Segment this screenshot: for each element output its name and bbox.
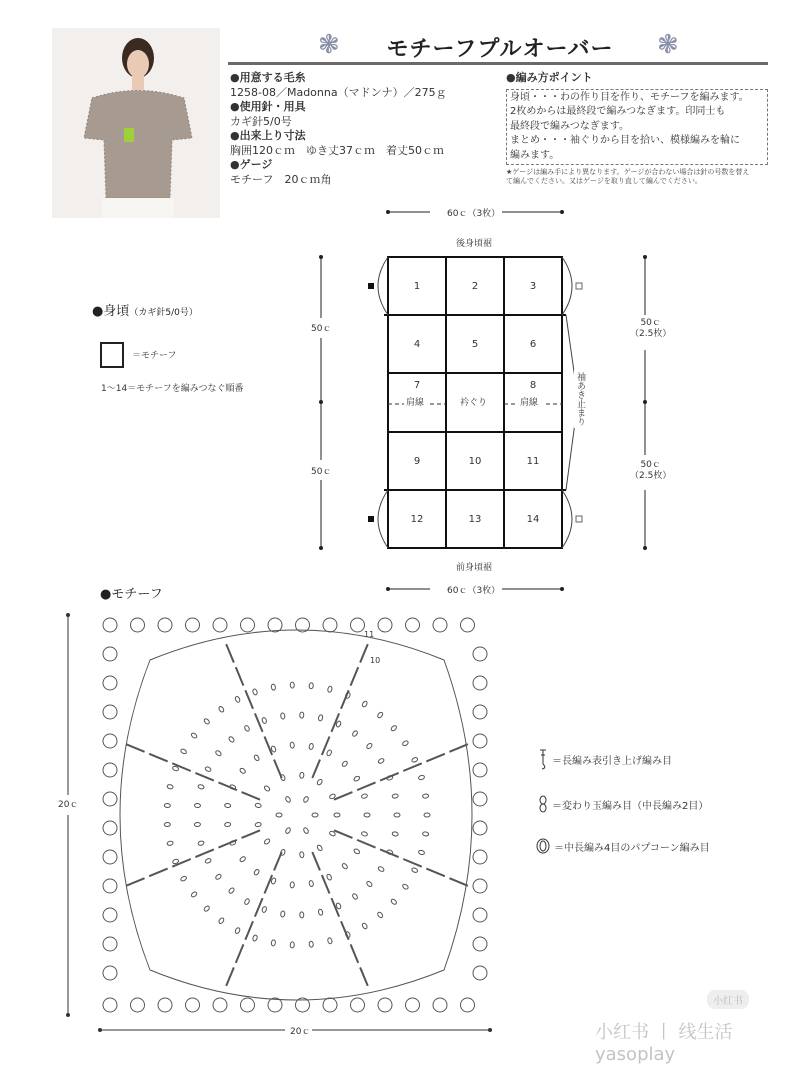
stitch-mark xyxy=(326,749,332,756)
yarn-value: 1258-08／Madonna（マドンナ）／275ｇ xyxy=(230,85,447,99)
stitch-mark xyxy=(103,705,117,719)
stitch-mark xyxy=(309,880,314,887)
stitch-mark xyxy=(473,821,487,835)
stitch-mark xyxy=(424,813,430,817)
page-title: モチーフプルオーバー xyxy=(386,37,614,62)
stitch-mark xyxy=(418,850,425,856)
stitch-mark xyxy=(351,998,365,1012)
stitch-mark xyxy=(334,830,352,838)
stitch-mark xyxy=(228,887,235,894)
body-needle: （カギ針5/0号） xyxy=(129,308,198,318)
stitch-mark xyxy=(264,875,272,893)
stitch-mark xyxy=(280,713,285,720)
stitch-mark xyxy=(276,813,282,817)
motif-cell: 13 xyxy=(468,513,482,525)
motif-height-label: 20ｃ xyxy=(56,797,80,810)
stitch-mark xyxy=(194,822,200,827)
dim-text: （2.5枚） xyxy=(630,329,672,339)
motif-cell: 3 xyxy=(529,280,537,292)
stitch-mark xyxy=(268,998,282,1012)
stitch-mark xyxy=(274,760,282,778)
stitch-mark xyxy=(271,940,276,947)
stitch-mark xyxy=(268,618,282,632)
left-upper-dim: 50ｃ xyxy=(309,321,333,334)
stitch-mark xyxy=(318,909,323,916)
stitch-mark xyxy=(149,754,167,762)
stitch-mark xyxy=(309,941,314,947)
stitch-mark xyxy=(377,711,384,718)
stitch-mark xyxy=(378,866,385,873)
points-line: 編みます。 xyxy=(510,149,560,161)
stitch-mark xyxy=(290,742,294,748)
stitch-mark xyxy=(473,937,487,951)
stitch-mark xyxy=(253,869,260,876)
dim-text: 50ｃ xyxy=(640,460,661,470)
stitch-mark xyxy=(422,832,429,837)
stitch-mark xyxy=(180,748,187,754)
stitch-mark xyxy=(195,849,213,857)
motif-heading: ●モチーフ xyxy=(100,587,163,602)
points-line: まとめ・・・袖ぐりから目を拾い、模様編みを輪に xyxy=(510,135,740,146)
stitch-mark xyxy=(378,758,385,765)
stitch-mark xyxy=(377,911,384,918)
stitch-mark xyxy=(103,676,117,690)
gauge-value: モチーフ 20ｃｍ角 xyxy=(230,172,332,186)
motif-cell: 4 xyxy=(413,338,421,350)
size-value: 胸囲120ｃｍ ゆき丈37ｃｍ 着丈50ｃｍ xyxy=(230,143,444,157)
stitch-mark xyxy=(191,891,198,898)
dim-text: 50ｃ xyxy=(640,318,661,328)
stitch-mark xyxy=(255,822,262,827)
needle-value: カギ針5/0号 xyxy=(230,114,292,128)
motif-width-label: 20ｃ xyxy=(288,1024,312,1037)
stitch-mark xyxy=(366,880,373,887)
stitch-mark xyxy=(180,875,187,881)
row-label: 11 xyxy=(364,630,375,639)
stitch-mark xyxy=(280,911,285,918)
stitch-mark xyxy=(149,869,167,877)
stitch-mark xyxy=(252,935,258,942)
stitch-mark xyxy=(360,644,368,662)
stitch-mark xyxy=(403,859,421,867)
stitch-mark xyxy=(290,942,294,948)
stitch-mark xyxy=(326,874,332,881)
stitch-mark xyxy=(271,684,276,691)
legend-item xyxy=(536,838,710,854)
stitch-mark xyxy=(357,782,375,790)
stitch-mark xyxy=(378,998,392,1012)
stitch-mark xyxy=(103,850,117,864)
stitch-mark xyxy=(316,778,323,785)
stitch-mark xyxy=(318,714,323,721)
stitch-mark xyxy=(103,908,117,922)
stitch-mark xyxy=(164,822,170,826)
stitch-mark xyxy=(361,831,368,836)
points-line: 2枚めからは最終段で編みつなぎます。印同士も xyxy=(510,106,726,117)
body-heading-text: ●身頃 xyxy=(92,304,130,319)
stitch-mark xyxy=(433,998,447,1012)
stitch-mark xyxy=(473,705,487,719)
stitch-mark xyxy=(323,618,337,632)
stitch-mark xyxy=(473,734,487,748)
stitch-mark xyxy=(198,784,205,790)
stitch-mark xyxy=(158,618,172,632)
stitch-mark xyxy=(285,827,291,834)
stitch-mark xyxy=(244,898,250,905)
stitch-mark xyxy=(309,743,314,750)
stitch-mark xyxy=(103,966,117,980)
stitch-mark xyxy=(226,644,234,662)
stitch-mark xyxy=(103,821,117,835)
stitch-mark xyxy=(312,852,320,870)
stitch-mark xyxy=(172,859,190,867)
stitch-mark xyxy=(461,998,475,1012)
stitch-mark xyxy=(392,831,399,836)
stitch-mark xyxy=(103,998,117,1012)
stitch-mark xyxy=(226,967,234,985)
stitch-mark xyxy=(360,967,368,985)
points-line: 最終段で編みつなぎます。 xyxy=(510,120,629,132)
motif-cell: 9 xyxy=(413,455,421,467)
stitch-mark xyxy=(203,905,210,912)
bottom-width-label: 60ｃ（3枚） xyxy=(445,583,502,596)
stitch-mark xyxy=(449,744,467,752)
stitch-mark xyxy=(473,676,487,690)
front-post-dc-symbol-icon xyxy=(538,748,548,770)
stitch-mark xyxy=(341,690,349,708)
stitch-mark xyxy=(411,867,418,873)
stitch-mark xyxy=(402,883,409,890)
stitch-mark xyxy=(274,852,282,870)
stitch-mark xyxy=(309,683,314,689)
stitch-mark xyxy=(213,998,227,1012)
stitch-mark xyxy=(380,849,398,857)
motif-cell: 6 xyxy=(529,338,537,350)
stitch-mark xyxy=(103,792,117,806)
top-width-label: 60ｃ（3枚） xyxy=(445,206,502,219)
stitch-mark xyxy=(120,630,472,1000)
watermark: 小红书 丨 线生活 yasoplay xyxy=(595,1022,733,1065)
stitch-mark xyxy=(103,937,117,951)
stitch-mark xyxy=(352,730,359,737)
stitch-mark xyxy=(449,878,467,886)
stitch-mark xyxy=(263,838,270,845)
flower-icon: ❃ xyxy=(657,30,679,60)
stitch-mark xyxy=(205,858,212,864)
motif-cell: 7 xyxy=(413,379,421,391)
motif-cell: 14 xyxy=(526,513,540,525)
stitch-mark xyxy=(186,998,200,1012)
stitch-mark xyxy=(245,690,253,708)
motif-cell: 10 xyxy=(468,455,482,467)
stitch-mark xyxy=(172,763,190,771)
motif-cell: 1 xyxy=(413,280,421,292)
legend-text: ＝長編み表引き上げ編み目 xyxy=(552,755,672,767)
stitch-mark xyxy=(228,736,235,743)
stitch-mark xyxy=(239,767,246,774)
stitch-mark xyxy=(263,785,270,792)
stitch-mark xyxy=(418,775,425,781)
stitch-mark xyxy=(351,944,359,962)
stitch-mark xyxy=(334,813,340,817)
stitch-mark xyxy=(312,813,318,817)
stitch-mark xyxy=(473,763,487,777)
stitch-mark xyxy=(261,906,267,913)
stitch-mark xyxy=(461,618,475,632)
motif-cell: 5 xyxy=(471,338,479,350)
stitch-mark xyxy=(194,803,200,808)
stitch-mark xyxy=(390,725,397,732)
stitch-mark xyxy=(191,732,198,739)
stitch-mark xyxy=(312,760,320,778)
stitch-mark xyxy=(361,922,368,929)
stitch-mark xyxy=(390,898,397,905)
stitch-mark xyxy=(255,898,263,916)
stitch-mark xyxy=(252,688,258,695)
stitch-mark xyxy=(426,754,444,762)
stitch-mark xyxy=(403,763,421,771)
stitch-mark xyxy=(215,873,222,880)
stitch-mark xyxy=(234,696,240,703)
motif-cell: 12 xyxy=(410,513,424,525)
stitch-mark xyxy=(331,713,339,731)
needle-heading: ●使用針・用具 xyxy=(230,100,306,113)
legend-square-text: ＝モチーフ xyxy=(132,351,177,361)
stitch-mark xyxy=(300,912,304,918)
stitch-mark xyxy=(242,830,260,838)
stitch-mark xyxy=(261,717,267,724)
stitch-mark xyxy=(357,840,375,848)
stitch-mark xyxy=(341,921,349,939)
stitch-mark xyxy=(218,782,236,790)
legend-item xyxy=(538,748,672,770)
stitch-mark xyxy=(406,998,420,1012)
stitch-mark xyxy=(299,772,304,778)
stitch-mark xyxy=(103,647,117,661)
back-hem-label: 後身頃裾 xyxy=(454,236,494,249)
stitch-mark xyxy=(218,917,225,924)
stitch-mark xyxy=(353,775,360,782)
stitch-mark xyxy=(473,850,487,864)
stitch-mark xyxy=(406,618,420,632)
stitch-mark xyxy=(164,803,170,807)
stitch-mark xyxy=(394,813,400,817)
watermark-badge: 小红书 xyxy=(707,990,749,1009)
flower-icon: ❃ xyxy=(318,30,340,60)
stitch-mark xyxy=(255,803,262,808)
stitch-mark xyxy=(366,742,373,749)
stitch-mark xyxy=(327,686,332,693)
front-hem-label: 前身頃裾 xyxy=(454,560,494,573)
stitch-mark xyxy=(126,878,144,886)
stitch-mark xyxy=(167,784,174,789)
shoulder-line-label: 肩線 xyxy=(520,398,539,408)
stitch-mark xyxy=(242,792,260,800)
stitch-mark xyxy=(290,882,294,888)
stitch-mark xyxy=(198,840,205,846)
stitch-mark xyxy=(378,618,392,632)
stitch-mark xyxy=(224,803,230,808)
stitch-mark xyxy=(158,998,172,1012)
stitch-mark xyxy=(327,937,332,944)
neckline-label: 衿ぐり xyxy=(460,398,488,408)
gauge-note: ★ゲージは編み手により異なります。ゲージが合わない場合は針の号数を替えて編んでください。又はゲージを取り直して編んでください。 xyxy=(506,168,750,185)
stitch-mark xyxy=(341,863,348,870)
stitch-mark xyxy=(213,618,227,632)
stitch-mark xyxy=(103,734,117,748)
stitch-mark xyxy=(205,766,212,772)
stitch-mark xyxy=(236,944,244,962)
stitch-mark xyxy=(255,713,263,731)
stitch-mark xyxy=(361,700,368,707)
stitch-mark xyxy=(218,840,236,848)
stitch-mark xyxy=(241,998,255,1012)
stitch-mark xyxy=(341,760,348,767)
stitch-mark xyxy=(303,796,309,803)
stitch-mark xyxy=(352,893,359,900)
stitch-mark xyxy=(361,793,368,798)
stitch-mark xyxy=(353,848,360,855)
row-label: 10 xyxy=(370,656,381,665)
stitch-mark xyxy=(334,792,352,800)
stitch-mark xyxy=(285,796,291,803)
stitch-mark xyxy=(392,794,399,799)
stitch-mark xyxy=(224,822,230,827)
stitch-mark xyxy=(473,792,487,806)
stitch-mark xyxy=(364,813,370,817)
stitch-mark xyxy=(203,718,210,725)
shoulder-line-label: 肩線 xyxy=(406,398,425,408)
stitch-mark xyxy=(299,851,304,857)
stitch-mark xyxy=(300,712,304,718)
stitch-mark xyxy=(411,757,418,763)
popcorn-stitch-symbol-icon xyxy=(536,838,550,854)
stitch-mark xyxy=(473,908,487,922)
stitch-mark xyxy=(131,998,145,1012)
stitch-mark xyxy=(245,921,253,939)
stitch-mark xyxy=(351,618,365,632)
stitch-mark xyxy=(103,763,117,777)
stitch-mark xyxy=(380,773,398,781)
legend-order-text: 1～14＝モチーフを編みつなぐ順番 xyxy=(101,384,244,394)
stitch-mark xyxy=(218,706,225,713)
stitch-mark xyxy=(433,618,447,632)
stitch-mark xyxy=(264,736,272,754)
stitch-mark xyxy=(426,869,444,877)
stitch-mark xyxy=(323,998,337,1012)
stitch-mark xyxy=(126,744,144,752)
stitch-mark xyxy=(103,879,117,893)
stitch-mark xyxy=(322,875,330,893)
sleeve-opening-label: 袖あき止まり xyxy=(575,372,585,426)
motif-cell: 11 xyxy=(526,455,540,467)
stitch-mark xyxy=(195,773,213,781)
stitch-mark xyxy=(322,736,330,754)
motif-cell: 2 xyxy=(471,280,479,292)
stitch-mark xyxy=(131,618,145,632)
stitch-mark xyxy=(331,898,339,916)
size-heading: ●出来上り寸法 xyxy=(230,129,306,142)
stitch-mark xyxy=(215,750,222,757)
stitch-mark xyxy=(473,647,487,661)
left-lower-dim: 50ｃ xyxy=(309,464,333,477)
motif-cell: 8 xyxy=(529,379,537,391)
stitch-mark xyxy=(236,667,244,685)
stitch-mark xyxy=(473,966,487,980)
stitch-mark xyxy=(241,618,255,632)
stitch-mark xyxy=(186,618,200,632)
puff-stitch-symbol-icon xyxy=(538,794,548,814)
stitch-mark xyxy=(303,827,309,834)
stitch-mark xyxy=(473,879,487,893)
stitch-mark xyxy=(167,841,174,846)
stitch-mark xyxy=(239,856,246,863)
legend-text: ＝中長編み4目のパプコーン編み目 xyxy=(554,842,710,854)
legend-text: ＝変わり玉編み目（中長編み2目） xyxy=(552,800,709,812)
stitch-mark xyxy=(253,754,260,761)
stitch-mark xyxy=(290,682,294,688)
points-heading: ●編み方ポイント xyxy=(506,71,593,84)
yarn-heading: ●用意する毛糸 xyxy=(230,71,306,84)
stitch-mark xyxy=(351,667,359,685)
points-line: 身頃・・・わの作り目を作り、モチーフを編みます。 xyxy=(510,91,749,103)
stitch-mark xyxy=(422,794,429,799)
stitch-mark xyxy=(316,844,323,851)
stitch-mark xyxy=(103,618,117,632)
stitch-mark xyxy=(244,725,250,732)
gauge-heading: ●ゲージ xyxy=(230,158,273,171)
stitch-mark xyxy=(234,927,240,934)
stitch-mark xyxy=(402,740,409,747)
legend-item xyxy=(538,794,708,814)
dim-text: （2.5枚） xyxy=(630,471,672,481)
